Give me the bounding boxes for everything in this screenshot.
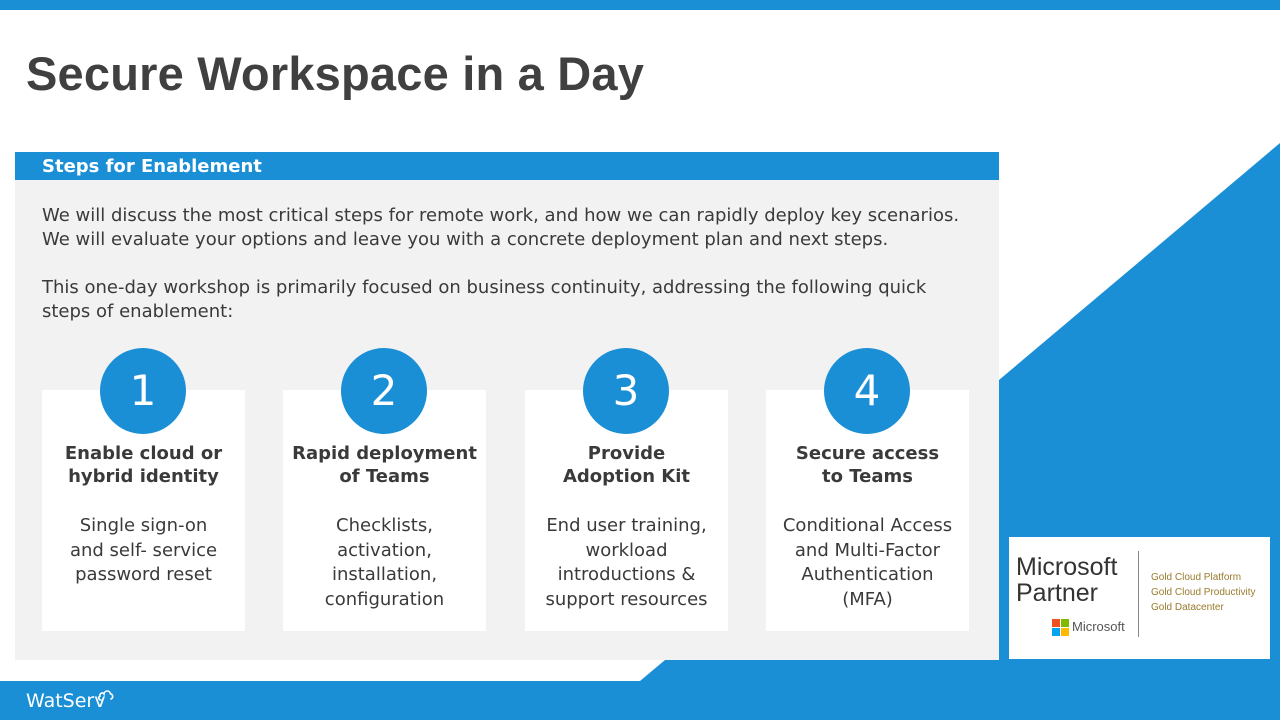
microsoft-logo-icon bbox=[1052, 619, 1069, 636]
step-number-badge: 2 bbox=[341, 348, 427, 434]
partner-badge-line-1: Microsoft bbox=[1016, 553, 1118, 581]
partner-badge-line-2: Partner bbox=[1016, 579, 1098, 607]
step-title bbox=[525, 442, 728, 488]
step-description bbox=[525, 514, 728, 612]
competency-item: Gold Datacenter bbox=[1151, 602, 1224, 613]
step-description-line: Single sign-on bbox=[79, 515, 208, 536]
step-description-line: Checklists, bbox=[336, 515, 433, 536]
step-card-1 bbox=[42, 366, 245, 631]
step-number-badge: 3 bbox=[583, 348, 669, 434]
step-description-line: and self- service bbox=[69, 539, 218, 561]
step-description-line: configuration bbox=[324, 588, 445, 610]
cloud-icon bbox=[97, 688, 115, 702]
step-title bbox=[766, 442, 969, 488]
panel-header-label: Steps for Enablement bbox=[42, 156, 262, 177]
intro-paragraph-1: We will discuss the most critical steps for remote work, and how we can rapidly deploy key scenarios. We will evaluate your options and leave you with a concrete deployment plan and next steps. bbox=[42, 205, 960, 250]
step-description-line: (MFA) bbox=[842, 588, 893, 610]
panel-header bbox=[15, 152, 999, 180]
step-title-line: to Teams bbox=[822, 466, 913, 487]
step-card-2 bbox=[283, 366, 486, 631]
step-title-line: Enable cloud or bbox=[64, 443, 223, 464]
step-description-line: workload bbox=[585, 539, 668, 561]
step-title bbox=[42, 442, 245, 488]
step-title-line: Rapid deployment bbox=[292, 443, 477, 464]
page-title: Secure Workspace in a Day bbox=[26, 47, 645, 100]
step-description bbox=[283, 514, 486, 612]
step-title-line: Secure access bbox=[795, 443, 940, 464]
step-description-line: Conditional Access bbox=[782, 515, 953, 536]
step-description-line: password reset bbox=[75, 564, 212, 585]
step-title-line: Provide bbox=[587, 443, 666, 464]
step-description-line: and Multi-Factor bbox=[794, 539, 941, 561]
step-description-line: activation, bbox=[337, 539, 432, 561]
microsoft-brand-label: Microsoft bbox=[1072, 619, 1125, 634]
step-title-line: Adoption Kit bbox=[562, 466, 690, 487]
footer-bar bbox=[0, 681, 1280, 720]
microsoft-partner-badge bbox=[1009, 537, 1270, 659]
step-number-badge: 4 bbox=[824, 348, 910, 434]
footer-logo: WatServ bbox=[26, 690, 106, 712]
step-description-line: introductions & bbox=[557, 564, 696, 585]
step-description bbox=[766, 514, 969, 612]
partner-divider bbox=[1138, 551, 1139, 637]
step-description-line: Authentication bbox=[801, 564, 934, 585]
step-title-line: of Teams bbox=[339, 466, 430, 487]
step-description-line: End user training, bbox=[546, 515, 707, 536]
step-card-3 bbox=[525, 366, 728, 631]
enablement-panel bbox=[15, 152, 999, 660]
step-description-line: installation, bbox=[331, 564, 438, 585]
step-title bbox=[283, 442, 486, 488]
competency-item: Gold Cloud Platform bbox=[1151, 572, 1242, 583]
step-number-badge: 1 bbox=[100, 348, 186, 434]
step-description bbox=[42, 514, 245, 588]
intro-paragraph-2: This one-day workshop is primarily focused on business continuity, addressing the following quick steps of enablement: bbox=[42, 277, 927, 322]
competency-item: Gold Cloud Productivity bbox=[1151, 587, 1256, 598]
step-description-line: support resources bbox=[545, 588, 708, 610]
step-card-4 bbox=[766, 366, 969, 631]
step-title-line: hybrid identity bbox=[68, 466, 219, 487]
